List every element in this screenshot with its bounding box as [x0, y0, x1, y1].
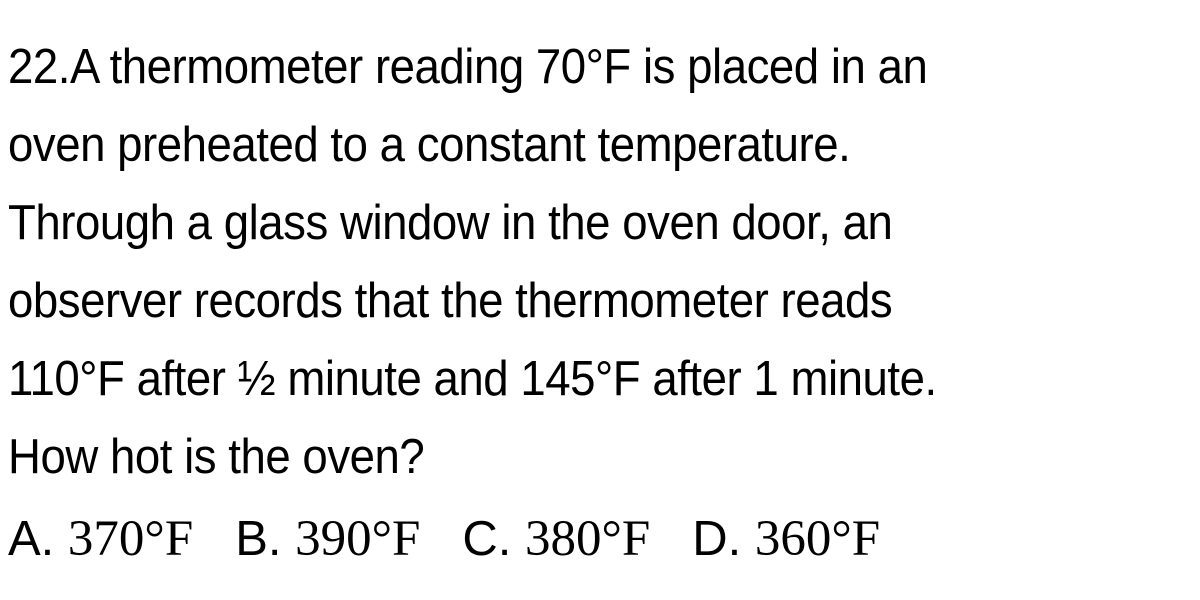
- question-line: observer records that the thermometer reads: [8, 274, 893, 328]
- choice-a: [8, 496, 193, 594]
- question-line: oven preheated to a constant temperature.: [8, 118, 851, 172]
- choice-b-value: 390°F: [295, 511, 421, 567]
- choice-d-value: 360°F: [754, 511, 881, 567]
- choice-a-value: 370°F: [67, 511, 194, 567]
- choice-c: [462, 496, 650, 594]
- question-line: 22.A thermometer reading 70°F is placed in an: [8, 40, 928, 94]
- problem-block: [8, 28, 1198, 582]
- question-line: Through a glass window in the oven door, an: [8, 196, 893, 250]
- choice-a-letter: A.: [8, 512, 68, 566]
- choice-d-letter: D.: [692, 512, 755, 566]
- choice-c-value: 380°F: [525, 511, 651, 567]
- choice-b: [235, 496, 420, 594]
- choice-d: [692, 496, 880, 594]
- question-line: How hot is the oven?: [8, 430, 425, 484]
- choice-b-letter: B.: [235, 512, 296, 566]
- choice-c-letter: C.: [462, 512, 525, 566]
- answer-choices: [8, 496, 1198, 582]
- question-line: 110°F after ½ minute and 145°F after 1 minute.: [8, 352, 937, 406]
